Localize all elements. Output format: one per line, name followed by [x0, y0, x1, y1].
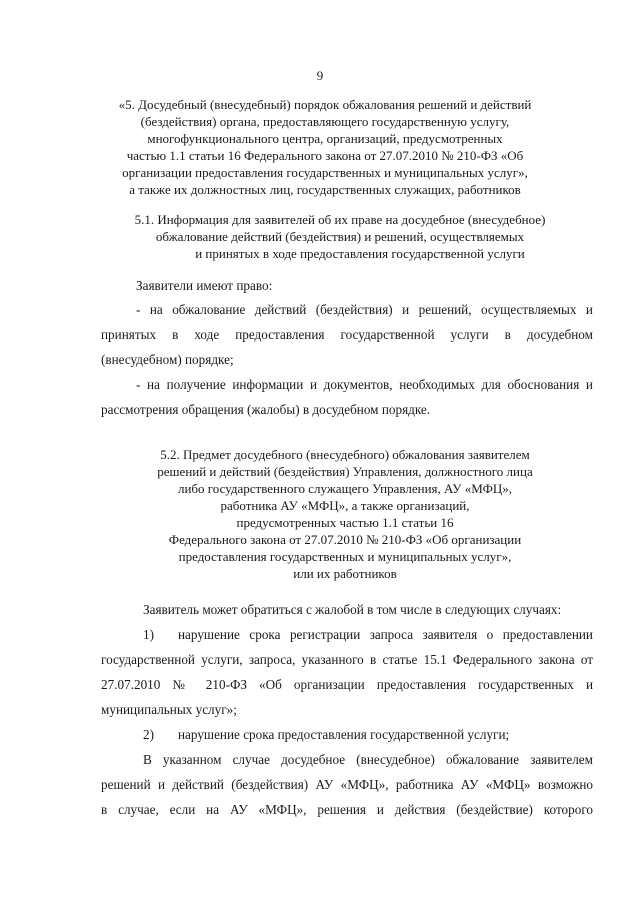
final-paragraph-line: в случае, если на АУ «МФЦ», решения и действия (бездействие) которого	[101, 802, 593, 817]
right-1-line: принятых в ходе предоставления государственной услуги в досудебном	[101, 327, 593, 342]
heading-line: 5.2. Предмет досудебного (внесудебного) обжалования заявителем	[160, 447, 530, 462]
heading-line: а также их должностных лиц, государственных служащих, работников	[129, 182, 521, 197]
right-1-line: - на обжалование действий (бездействия) и решений, осуществляемых и	[136, 302, 593, 317]
heading-line: предусмотренных частью 1.1 статьи 16	[236, 515, 454, 530]
case-2-number: 2)	[143, 727, 154, 742]
heading-line: предоставления государственных и муниципальных услуг»,	[178, 549, 512, 564]
heading-line: и принятых в ходе предоставления государственной услуги	[195, 246, 525, 261]
section-5-1-heading	[100, 211, 580, 262]
final-paragraph-line: решений и действий (бездействия) АУ «МФЦ», работника АУ «МФЦ» возможно	[101, 777, 593, 792]
case-1-line: 27.07.2010 № 210-ФЗ «Об организации предоставления государственных и	[101, 677, 593, 692]
section-5-heading	[100, 96, 550, 198]
heading-line: или их работников	[293, 566, 397, 581]
cases-intro: Заявитель может обратиться с жалобой в том числе в следующих случаях:	[143, 602, 562, 617]
heading-line: 5.1. Информация для заявителей об их праве на досудебное (внесудебное)	[134, 212, 546, 227]
right-2-line: рассмотрения обращения (жалобы) в досудебном порядке.	[101, 402, 431, 417]
case-2-text: нарушение срока предоставления государственной услуги;	[178, 727, 510, 742]
heading-line: работника АУ «МФЦ», а также организаций,	[220, 498, 470, 513]
final-paragraph-line: В указанном случае досудебное (внесудебное) обжалование заявителем	[143, 752, 593, 767]
right-2-line: - на получение информации и документов, необходимых для обоснования и	[136, 377, 593, 392]
heading-line: решений и действий (бездействия) Управления, должностного лица	[157, 464, 533, 479]
right-1-line: (внесудебном) порядке;	[101, 352, 234, 367]
case-1-line: нарушение срока регистрации запроса заявителя о предоставлении	[178, 627, 593, 642]
heading-line: Федерального закона от 27.07.2010 № 210-ФЗ «Об организации	[168, 532, 522, 547]
case-1-line: государственной услуги, запроса, указанного в статье 15.1 Федерального закона от	[101, 652, 593, 667]
page-number: 9	[316, 68, 324, 83]
heading-line: либо государственного служащего Управления, АУ «МФЦ»,	[177, 481, 513, 496]
heading-line: организации предоставления государственных и муниципальных услуг»,	[122, 165, 528, 180]
heading-line: многофункционального центра, организаций, предусмотренных	[147, 131, 503, 146]
case-1-line: муниципальных услуг»;	[101, 702, 237, 717]
rights-intro: Заявители имеют право:	[136, 278, 273, 293]
heading-line: (бездействия) органа, предоставляющего государственную услугу,	[140, 114, 510, 129]
case-1-number: 1)	[143, 627, 154, 642]
section-5-2-heading	[125, 446, 565, 582]
heading-line: частью 1.1 статьи 16 Федерального закона от 27.07.2010 № 210-ФЗ «Об	[126, 148, 524, 163]
heading-line: обжалование действий (бездействия) и решений, осуществляемых	[155, 229, 525, 244]
heading-line: «5. Досудебный (внесудебный) порядок обжалования решений и действий	[118, 97, 532, 112]
